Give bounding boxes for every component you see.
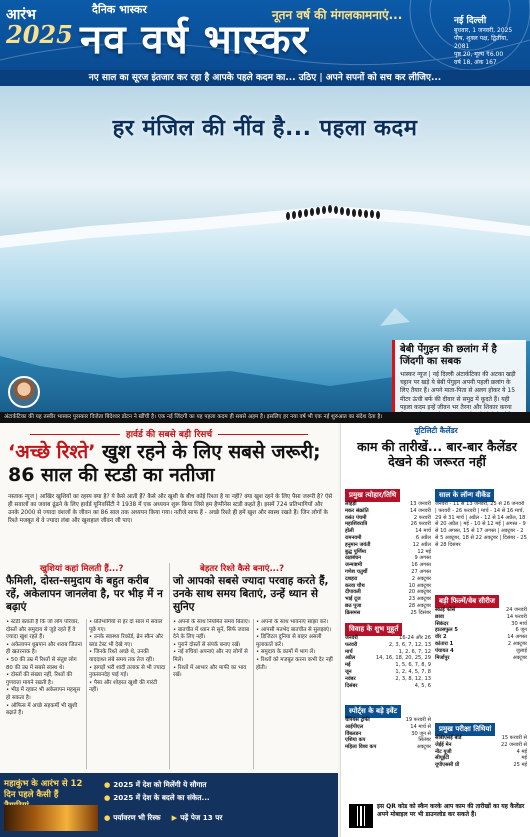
festival-row <box>345 603 431 610</box>
exam-row-key: सीयूईटी <box>435 755 450 762</box>
festival-row-value: 16 अगस्त <box>411 562 431 569</box>
wedding-row-value: 2, 3, 8, 12, 13 <box>395 675 431 682</box>
wedding-row-key: दिसंबर <box>345 682 358 689</box>
festival-row-key: लोहड़ी <box>345 501 357 507</box>
exam-row-value: 4 मई <box>516 748 527 755</box>
col4-text <box>256 619 334 769</box>
exam-row <box>435 762 527 769</box>
films-title: बड़ी फिल्में/वेब सीरीज <box>435 595 499 608</box>
promo-items <box>104 779 334 825</box>
wedding-row-key: जनवरी <box>345 635 358 641</box>
wedding-row-value: 4, 5, 6 <box>414 682 431 689</box>
col-text-line: • अकेलापन धूम्रपान और शराब जितना ही खतरनाक है। <box>6 641 83 656</box>
sports-row-value: अक्टूबर <box>416 744 431 751</box>
photo-caption: अंटार्कटिका की यह तस्वीर भास्कर पुरस्कार विजेता बिंदेश्वर डोटन ने खींची है। एक नई जिंदगी का यह पहला कदम ही सबसे अहम है। इसलिए हर नया वर्ष भी एक नई शुरुआत का संदेश देता है। <box>0 412 530 423</box>
aarambh-logo <box>6 7 73 49</box>
festival-row-key: दशहरा <box>345 575 358 582</box>
wedding-row-value: 2, 3, 6, 7, 12, 13 <box>388 641 431 648</box>
festival-row-value: 20 अक्टूबर <box>408 589 431 596</box>
sports-row-key: एशिया कप <box>345 737 366 744</box>
promo-item-label: 2025 में देश को मिलेंगी ये सौगात <box>113 780 207 789</box>
bottom-promo-strip <box>0 773 338 837</box>
col-text-line: • बातचीत में ध्यान से सुनें, सिर्फ जवाब देने के लिए नहीं। <box>173 626 250 641</box>
wedding-row-key: नवंबर <box>345 675 356 682</box>
festival-row <box>345 528 431 535</box>
main-headline: हर मंजिल की नींव है... पहला कदम <box>112 116 418 141</box>
festival-row-key: छठ पूजा <box>345 602 362 609</box>
sports-row-key: महिला विश्व कप <box>345 744 377 751</box>
sports-row-value: 14 मार्च से <box>410 723 431 730</box>
wedding-table <box>345 635 431 689</box>
festival-row-value: 12 मई <box>417 548 431 555</box>
film-row <box>435 621 527 628</box>
wedding-row-value: 1, 5, 6, 7, 8, 9 <box>395 662 431 669</box>
festival-row-value: 27 अगस्त <box>411 568 431 575</box>
film-row <box>435 655 527 662</box>
sports-row <box>345 744 431 751</box>
exam-row-key: जेईई मेन <box>435 741 452 748</box>
page-reference-label: पढ़ें पेज 13 पर <box>180 813 223 822</box>
festival-row-key: क्रिसमस <box>345 609 361 616</box>
sidebar-headline: काम की तारीखें... बार-बार कैलेंडर देखने की जरूरत नहीं <box>357 439 517 469</box>
qr-instruction: इस QR कोड को स्कैन करके आप काम की तारीखों का यह कैलेंडर अपने मोबाइल पर भी डाउनलोड कर सकते हैं। <box>377 803 525 818</box>
wedding-row-key: मार्च <box>345 648 353 655</box>
wedding-row <box>345 635 431 642</box>
col1-text <box>6 619 84 769</box>
masthead-subline: नए साल का सूरज इंतजार कर रहा है आपके पहले कदम का... उठिए | अपने सपनों को सच कर लीजिए... <box>0 70 530 86</box>
wedding-row-value: 1, 2, 4, 5, 7, 8 <box>395 668 431 675</box>
film-row-value: अक्टूबर <box>512 654 527 661</box>
festival-row-key: जन्माष्टमी <box>345 562 363 569</box>
film-row-key: मिर्जापुर <box>435 654 450 661</box>
festival-row-value: 6 अप्रैल <box>415 534 431 541</box>
film-row-value: 2 अक्टूबर <box>507 640 527 647</box>
col-text-line: • ऑफिस में अच्छे सहकर्मी भी खुशी बढ़ाते हैं। <box>6 702 78 717</box>
mahakumbh-promo-image <box>4 805 98 831</box>
promo-item-label: पर्यावरण भी रिस्क <box>113 813 161 822</box>
film-row <box>435 641 527 648</box>
wedding-row <box>345 676 431 683</box>
festival-row-key: मकर संक्रांति <box>345 507 369 514</box>
qr-code-icon[interactable] <box>349 804 373 828</box>
sports-row-value: 19 फरवरी से <box>405 717 431 723</box>
exam-row-key: सीबीएसई बोर्ड <box>435 735 462 741</box>
long-weekend-title: साल के लॉन्ग वीकेंड <box>435 489 494 502</box>
festival-row-key: रक्षाबंधन <box>345 555 361 562</box>
exam-row-value: 25 मई <box>513 762 527 769</box>
bullet-icon: ● <box>104 813 111 822</box>
festival-row-value: 25 दिसंबर <box>410 609 431 616</box>
col-text-line: • 50 की उम्र में रिश्तों से संतुष्ट लोग 80 की उम्र में सबसे स्वस्थ थे। <box>6 656 77 671</box>
penguin-lesson-box <box>392 340 526 412</box>
col-text-line: • पैसा और शोहरत खुशी की गारंटी नहीं। <box>89 679 158 694</box>
film-row-key: हाउसफुल 5 <box>435 627 458 634</box>
exam-row-value: मई <box>521 755 527 762</box>
sports-row-value: 30 जून से <box>411 730 431 737</box>
film-row-value: 14 फरवरी <box>506 613 527 620</box>
festival-row-key: होली <box>345 528 354 535</box>
exams-title: प्रमुख परीक्षा तिथियां <box>435 723 495 736</box>
col-text-line: • अपनों के साथ भावनाएं साझा करें। <box>256 619 329 625</box>
festival-row <box>345 542 431 549</box>
promo-item[interactable] <box>104 792 334 803</box>
sidebar-kicker: यूटिलिटी कैलेंडर <box>414 426 458 435</box>
promo-item-label: 2025 में देश के बदले का संकेत... <box>113 793 210 802</box>
sports-row-value: सितंबर <box>418 737 431 744</box>
sports-row-key: विंबलडन <box>345 730 362 737</box>
exam-row-key: यूपीएससी प्री <box>435 762 460 769</box>
wedding-row-value: 16-24 और 26 <box>399 635 431 641</box>
col2-text <box>89 619 167 769</box>
col-text-line: • नई रुचियां अपनाएं और नए लोगों से मिलें। <box>173 649 248 663</box>
wedding-row <box>345 669 431 676</box>
film-row-key: स्काई फोर्स <box>435 607 456 613</box>
festival-row-key: रामनवमी <box>345 534 362 541</box>
wedding-row-value: 1, 2, 6, 7, 12 <box>398 648 431 655</box>
bullet-icon: ● <box>104 780 111 789</box>
utility-calendar-sidebar <box>340 423 530 837</box>
film-row-key: कांतारा 1 <box>435 640 454 647</box>
section-tag-relationships: बेहतर रिश्ते कैसे बनाएं...? <box>200 564 285 574</box>
col-text-line: • भीड़ में रहकर भी अकेलापन महसूस हो सकता है। <box>6 687 81 701</box>
festivals-table <box>345 501 431 617</box>
wedding-row-key: जून <box>345 668 352 675</box>
festival-row-value: 28 अक्टूबर <box>408 602 431 609</box>
exam-row-value: 15 फरवरी से <box>501 735 527 741</box>
column-divider <box>86 619 87 769</box>
festival-row-key: दीपावली <box>345 589 361 596</box>
photographer-avatar <box>8 376 40 408</box>
wedding-row <box>345 642 431 649</box>
column-divider <box>169 563 170 769</box>
festival-row-key: भाई दूज <box>345 596 361 603</box>
page-reference[interactable] <box>172 812 223 823</box>
film-row <box>435 607 527 614</box>
film-row-value: जुलाई <box>515 647 527 654</box>
story-headline-highlight: ‘अच्छे रिश्ते’ <box>8 441 96 463</box>
col-text-line: • दोस्तों की संख्या नहीं, रिश्तों की गुणवत्ता मायने रखती है। <box>6 672 73 686</box>
masthead <box>0 0 530 70</box>
col-text-line: • अपनों के साथ नियमित समय बिताएं। <box>173 619 250 625</box>
festival-row-value: 14 मार्च <box>415 528 431 535</box>
promo-item[interactable] <box>104 779 334 790</box>
festival-row <box>345 562 431 569</box>
festival-row-value: 14 जनवरी <box>410 507 431 514</box>
col-text-line: • पुराने दोस्तों से संपर्क बनाए रखें। <box>173 641 241 648</box>
sports-row <box>345 724 431 731</box>
festival-row <box>345 576 431 583</box>
long-weekend-text: जनवरी - 11 से 13 जनवरी, 25 से 26 जनवरी | फरवरी - 26 फरवरी | मार्च - 14 से 16 मार्च, 29 से 31 मार्च | अप्रैल - 12 से 14 अप्रैल, 18 से 20 अप्रैल | मई - 10 से 12 मई | अगस्त - 9 से 10 अगस्त, 15 से 17 अगस्त | अक्टूबर - 2 से 5 अक्टूबर, 18 से 22 अक्टूबर | दिसंबर - 25 से 28 दिसंबर <box>435 501 527 548</box>
festival-row-key: वसंत पंचमी <box>345 514 367 521</box>
film-row-value: 14 अगस्त <box>507 634 527 641</box>
festival-row-value: 2 फरवरी <box>413 514 431 521</box>
sports-title: स्पोर्ट्स के बड़े इवेंट <box>345 705 401 718</box>
festival-row-key: करवा चौथ <box>345 582 365 589</box>
edition-line: पौष, शुक्ल पक्ष, द्वितीया, 2081 <box>454 35 509 50</box>
wedding-row <box>345 683 431 690</box>
exam-row <box>435 742 527 749</box>
col-text-line: • रिश्तों को मजबूत करना कभी देर नहीं होती। <box>256 656 333 671</box>
edition-city: नई दिल्ली <box>454 16 487 26</box>
festival-row-key: महाशिवरात्रि <box>345 521 368 528</box>
exam-row-value: 22 जनवरी से <box>500 741 527 748</box>
film-row-key: सिकंदर <box>435 620 449 627</box>
aarambh-year: 2025 <box>6 20 73 49</box>
festivals-title: प्रमुख त्योहार/तिथि <box>345 489 400 502</box>
edition-line: पृष्ठ 20, मूल्य ₹6.00 <box>454 51 504 58</box>
wedding-row-value: 14, 16, 18, 20, 25, 29 <box>375 655 431 662</box>
film-row-key: छावा <box>435 613 445 620</box>
festival-row-value: 10 अक्टूबर <box>408 582 431 589</box>
wedding-row-key: फरवरी <box>345 641 358 648</box>
film-row <box>435 634 527 641</box>
film-row-value: 30 मार्च <box>511 620 527 627</box>
wedding-row <box>345 649 431 656</box>
festival-row-key: हनुमान जयंती <box>345 541 371 548</box>
wedding-row <box>345 655 431 662</box>
film-row-key: वॉर 2 <box>435 634 447 641</box>
story-headline <box>8 441 334 487</box>
story-kicker: हार्वर्ड की सबसे बड़ी रिसर्च <box>0 427 338 440</box>
col-text-line: • रिश्तों में आभार और माफी का भाव रखें। <box>173 664 247 679</box>
sports-row <box>345 717 431 724</box>
bullet-icon: ● <box>104 793 111 802</box>
column-divider <box>253 619 254 769</box>
edition-info <box>454 16 524 67</box>
sports-table <box>345 717 431 751</box>
festival-row-key: बुद्ध पूर्णिमा <box>345 548 367 555</box>
promo-item[interactable] <box>104 812 161 823</box>
film-row <box>435 648 527 655</box>
festival-row <box>345 596 431 603</box>
col-text-line: • डिजिटल दुनिया से बाहर असली मुलाकातें करें। <box>256 634 322 648</box>
festival-row <box>345 569 431 576</box>
bullet-icon: ▶ <box>171 813 178 822</box>
col3-text <box>173 619 251 769</box>
story-intro: नस्ताक न्यूज | आखिर खुशियों का रहस्य क्या है? ये कैसे आती हैं? कैसे और खुशी के बीच कोई रिश्ता है या नहीं? क्या खुश रहने के लिए पैसा जरूरी है? ऐसे ही सवालों का जवाब ढूंढने के लिए हार्वर्ड यूनिवर्सिटी ने 1938 में एक अध्ययन शुरू किया जिसे हम हैप्पीनेस स्टडी कहते हैं। इसमें 724 प्रतिभागियों और उनके 2000 से ज्यादा वंशजों के जीवन का 86 साल तक अध्ययन किया गया। नतीजे साफ हैं - अच्छे रिश्ते ही हमें खुश और स्वस्थ रखते हैं। जिन लोगों के रिश्ते मजबूत थे वे ज्यादा लंबा और खुशहाल जीवन जी पाए। <box>8 494 333 524</box>
col-text-line: • प्रतिभागियों से हर दो साल में सवाल पूछे गए। <box>89 619 163 633</box>
film-row <box>435 627 527 634</box>
festival-row-value: 23 अक्टूबर <box>408 596 431 603</box>
wedding-row-key: मई <box>345 662 351 669</box>
festival-row-value: 12 अप्रैल <box>412 541 431 548</box>
section-tag-happiness: खुशियां कहां मिलती हैं...? <box>40 564 124 574</box>
festival-row-value: 26 फरवरी <box>410 521 431 528</box>
brand-logo: नव वर्ष भास्कर <box>80 16 309 63</box>
col-text-line: • समुदाय के कामों में भाग लें। <box>256 649 316 656</box>
wedding-row <box>345 662 431 669</box>
festival-row <box>345 610 431 617</box>
exams-table <box>435 735 527 769</box>
festival-row <box>345 535 431 542</box>
festival-row <box>345 501 431 508</box>
film-row <box>435 614 527 621</box>
col-text-line: • आपसी मतभेद बातचीत से सुलझाएं। <box>256 626 332 633</box>
sports-row-key: चैंपियंस ट्रॉफी <box>345 717 370 723</box>
edition-line: बुधवार, 1 जनवरी, 2025 <box>454 27 513 34</box>
aarambh-label: आरंभ <box>6 7 36 23</box>
films-table <box>435 607 527 661</box>
penguin-box-text: भास्कर न्यूज | नई दिल्ली अंटार्कटिका की अटका खड़ी चट्टान पर खड़े ये बेबी पेंगुइन अपनी पहली छलांग के लिए तैयार हैं। अपने माता-पिता से अलग होकर ये 15 मीटर ऊंची बर्फ की दीवार से समुद्र में कूदते हैं। यही पहला कदम इन्हें जीवन भर तैरना और शिकार करना <box>400 371 516 411</box>
wedding-title: विवाह के शुभ मुहूर्त <box>345 623 402 636</box>
col-text-line: • स्टडी बताती है कि जो लोग परिवार, दोस्तों और समुदाय से जुड़े रहते हैं वे ज्यादा खुश रहते हैं। <box>6 619 80 641</box>
brand-small: दैनिक भास्कर <box>92 3 147 16</box>
edition-line: वर्ष 18, अंक 167 <box>454 59 497 66</box>
film-row-key: पंचायत 4 <box>435 647 454 654</box>
wedding-row-key: अप्रैल <box>345 655 356 662</box>
sports-row-key: आईपीएल <box>345 723 364 730</box>
festival-row-value: 2 अक्टूबर <box>411 575 431 582</box>
story-headline-rest: खुश रहने के लिए सबसे जरूरी; 86 साल की स्टडी का नतीजा <box>8 441 321 486</box>
new-year-greeting: नूतन वर्ष की मंगलकामनाएं... <box>272 8 403 22</box>
col-text-line: • जिनके रिश्ते अच्छे थे, उनकी याददाश्त लंबे समय तक तेज रही। <box>89 649 155 663</box>
exam-row <box>435 735 527 742</box>
festival-row-value: 9 अगस्त <box>414 555 431 562</box>
mahakumbh-promo-title: महाकुंभ के आरंभ से 12 दिन पहले कैसी हैं <box>4 779 83 800</box>
col-text-line: • उनके स्वास्थ्य रिकॉर्ड, ब्रेन स्कैन और ब्लड टेस्ट भी देखे गए। <box>89 634 163 648</box>
festival-row <box>345 508 431 515</box>
festival-row-value: 13 जनवरी <box>410 501 431 507</box>
col1-subheadline: फैमिली, दोस्त-समुदाय के बहुत करीब रहें, अकेलापन जानलेवा है, पर भीड़ में न बढ़ाएं <box>6 575 163 613</box>
exam-row-key: नीट यूजी <box>435 748 452 755</box>
film-row-value: 6 जून <box>515 627 527 634</box>
film-row-value: 24 जनवरी <box>506 607 527 613</box>
col-text-line: • झगड़ों भरी शादी तलाक से भी ज्यादा नुकसानदेह पाई गई। <box>89 664 166 679</box>
col2-subheadline: जो आपको सबसे ज्यादा परवाह करते हैं, उनके साथ समय बिताएं, उन्हें ध्यान से सुनिए <box>173 575 329 613</box>
festival-row-key: गणेश चतुर्थी <box>345 568 368 575</box>
penguin-box-title: बेबी पेंगुइन की छलांग में है जिंदगी का सबक <box>400 344 497 367</box>
